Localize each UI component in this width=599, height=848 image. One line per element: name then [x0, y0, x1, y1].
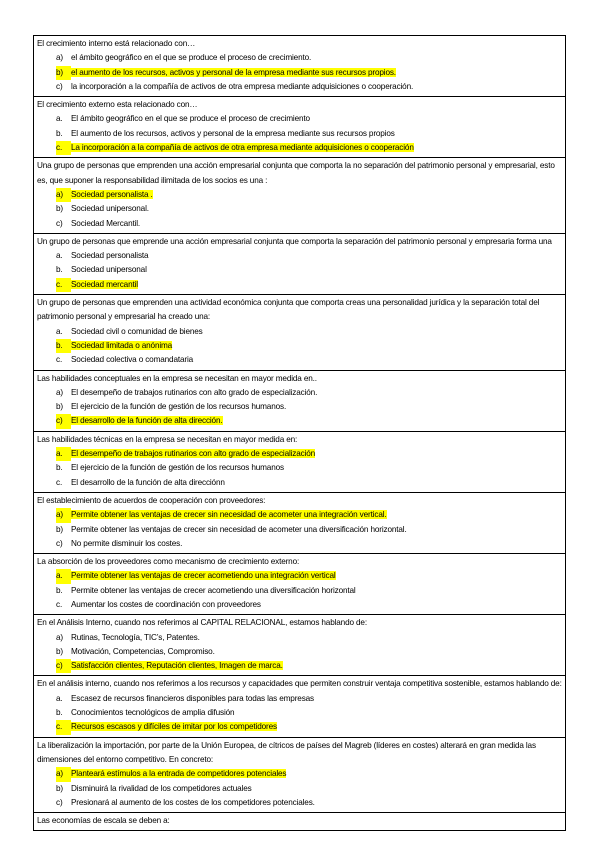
answer-option — [37, 339, 562, 353]
question-block — [33, 493, 566, 554]
question-stem: Una grupo de personas que emprenden una acción empresarial conjunta que comporta la no separación del patrimonio personal y empresarial, esto es, que suponer la responsabilidad ilimitada de los socios es una : — [37, 161, 555, 185]
answer-option — [37, 584, 562, 598]
answer-option — [37, 202, 562, 216]
option-marker: c) — [56, 218, 63, 228]
highlighted-answer-text: Permite obtener las ventajas de crecer acometiendo una integración vertical — [71, 571, 336, 581]
answer-option — [37, 569, 562, 583]
option-marker: a) — [56, 508, 71, 522]
question-stem: La liberalización la importación, por parte de la Unión Europea, de cítricos de países del Magreb (líderes en costes) alterará en gran medida las dimensiones del entorno competitivo. En concreto: — [37, 740, 536, 764]
option-marker: a) — [56, 387, 63, 397]
answer-option — [37, 796, 562, 810]
highlighted-answer-text: La incorporación a la compañía de activos de otra empresa mediante adquisiciones o cooperación — [71, 143, 414, 153]
question-stem: En el análisis interno, cuando nos referimos a los recursos y capacidades que permiten construir ventaja competitiva sostenible, estamos hablando de: — [37, 679, 562, 689]
answer-option — [37, 537, 562, 551]
question-block — [33, 554, 566, 615]
answer-option — [37, 631, 562, 645]
highlighted-answer-text: El desempeño de trabajos rutinarios con alto grado de especialización — [71, 449, 316, 459]
option-marker: c. — [56, 355, 63, 365]
option-text: Sociedad colectiva o comandataria — [71, 355, 194, 365]
highlighted-answer-text: Sociedad mercantil — [71, 279, 138, 289]
answer-option — [37, 66, 562, 80]
option-text: El desempeño de trabajos rutinarios con alto grado de especialización. — [71, 387, 318, 397]
answer-option — [37, 720, 562, 734]
answer-option — [37, 414, 562, 428]
option-marker: b) — [56, 402, 63, 412]
question-block — [33, 97, 566, 158]
answer-option — [37, 447, 562, 461]
question-stem: Un grupo de personas que emprende una acción empresarial conjunta que comporta la separación del patrimonio personal y empresaria forma una — [37, 236, 552, 246]
option-marker: b. — [56, 585, 63, 595]
answer-option — [37, 523, 562, 537]
answer-option — [37, 80, 562, 94]
option-text: Aumentar los costes de coordinación con proveedores — [71, 599, 261, 609]
option-marker: c) — [56, 81, 63, 91]
option-marker: c. — [56, 141, 71, 155]
option-text: Escasez de recursos financieros disponibles para todas las empresas — [71, 693, 314, 703]
option-text: El ejercicio de la función de gestión de los recursos humanos — [71, 463, 284, 473]
question-block — [33, 234, 566, 295]
highlighted-answer-text: Recursos escasos y difíciles de imitar por los competidores — [71, 722, 277, 732]
answer-option — [37, 188, 562, 202]
question-block — [33, 371, 566, 432]
option-text: el ámbito geográfico en el que se produce el proceso de crecimiento. — [71, 53, 312, 63]
option-text: El aumento de los recursos, activos y personal de la empresa mediante sus recursos propios — [71, 128, 395, 138]
answer-option — [37, 598, 562, 612]
highlighted-answer-text: Sociedad personalista . — [71, 189, 153, 199]
question-block — [33, 35, 566, 97]
highlighted-answer-text: Planteará estímulos a la entrada de competidores potenciales — [71, 769, 287, 779]
option-marker: a. — [56, 114, 63, 124]
option-marker: c) — [56, 797, 63, 807]
highlighted-answer-text: Satisfacción clientes, Reputación clientes, Imagen de marca. — [71, 661, 283, 671]
answer-option — [37, 112, 562, 126]
question-stem: En el Análisis Interno, cuando nos referimos al CAPITAL RELACIONAL, estamos hablando de: — [37, 618, 367, 628]
highlighted-answer-text: Permite obtener las ventajas de crecer sin necesidad de acometer una integración vertical. — [71, 510, 387, 520]
question-list — [33, 35, 566, 831]
answer-option — [37, 706, 562, 720]
answer-option — [37, 659, 562, 673]
option-text: Permite obtener las ventajas de crecer acometiendo una diversificación horizontal — [71, 585, 356, 595]
question-stem: El crecimiento externo esta relacionado con… — [37, 100, 198, 110]
option-marker: b. — [56, 128, 63, 138]
option-marker: c) — [56, 538, 63, 548]
option-marker: b. — [56, 265, 63, 275]
option-marker: b. — [56, 463, 63, 473]
option-text: Conocimientos tecnológicos de amplia difusión — [71, 708, 235, 718]
question-stem: Las habilidades conceptuales en la empresa se necesitan en mayor medida en.. — [37, 373, 317, 383]
question-block — [33, 432, 566, 493]
option-text: Disminuirá la rivalidad de los competidores actuales — [71, 783, 252, 793]
option-text: Sociedad unipersonal. — [71, 204, 149, 214]
option-marker: b. — [56, 708, 63, 718]
option-marker: b) — [56, 524, 63, 534]
question-stem: Las economías de escala se deben a: — [37, 816, 170, 826]
option-text: Motivación, Competencias, Compromiso. — [71, 646, 215, 656]
option-marker: a. — [56, 251, 63, 261]
option-marker: b) — [56, 66, 71, 80]
option-text: El desarrollo de la función de alta direcciónn — [71, 477, 225, 487]
question-block — [33, 158, 566, 233]
answer-option — [37, 141, 562, 155]
answer-option — [37, 249, 562, 263]
question-stem: Las habilidades técnicas en la empresa se necesitan en mayor medida en: — [37, 434, 298, 444]
option-text: No permite disminuir los costes. — [71, 538, 183, 548]
option-marker: a. — [56, 447, 71, 461]
answer-option — [37, 51, 562, 65]
answer-option — [37, 217, 562, 231]
question-block — [33, 676, 566, 737]
answer-option — [37, 386, 562, 400]
option-marker: b. — [56, 339, 71, 353]
option-marker: c) — [56, 414, 71, 428]
option-marker: a. — [56, 326, 63, 336]
highlighted-answer-text: Sociedad limitada o anónima — [71, 340, 173, 350]
option-marker: b) — [56, 783, 63, 793]
option-marker: a) — [56, 53, 63, 63]
option-text: Sociedad civil o comunidad de bienes — [71, 326, 203, 336]
answer-option — [37, 645, 562, 659]
option-marker: a) — [56, 632, 63, 642]
answer-option — [37, 263, 562, 277]
question-block — [33, 738, 566, 813]
answer-option — [37, 692, 562, 706]
answer-option — [37, 461, 562, 475]
option-text: Rutinas, Tecnología, TIC’s, Patentes. — [71, 632, 200, 642]
option-text: El ejercicio de la función de gestión de los recursos humanos. — [71, 402, 287, 412]
answer-option — [37, 767, 562, 781]
question-stem: El establecimiento de acuerdos de cooperación con proveedores: — [37, 495, 266, 505]
option-text: Sociedad unipersonal — [71, 265, 147, 275]
option-text: Presionará al aumento de los costes de los competidores potenciales. — [71, 797, 315, 807]
question-block — [33, 615, 566, 676]
option-marker: b) — [56, 204, 63, 214]
answer-option — [37, 325, 562, 339]
option-marker: c. — [56, 599, 63, 609]
option-marker: a. — [56, 693, 63, 703]
option-marker: c. — [56, 477, 63, 487]
option-text: Permite obtener las ventajas de crecer sin necesidad de acometer una diversificación horizontal. — [71, 524, 407, 534]
answer-option — [37, 127, 562, 141]
option-text: Sociedad Mercantil. — [71, 218, 141, 228]
answer-option — [37, 353, 562, 367]
question-block — [33, 295, 566, 370]
option-marker: c. — [56, 720, 71, 734]
question-stem: Un grupo de personas que emprenden una actividad económica conjunta que comporta creas una personalidad jurídica y la separación total del patrimonio personal y empresarial ha creado una: — [37, 298, 540, 322]
option-marker: a. — [56, 569, 71, 583]
answer-option — [37, 508, 562, 522]
option-marker: a) — [56, 767, 71, 781]
answer-option — [37, 476, 562, 490]
option-marker: b) — [56, 646, 63, 656]
answer-option — [37, 782, 562, 796]
highlighted-answer-text: El desarrollo de la función de alta dirección. — [71, 416, 223, 426]
question-block — [33, 813, 566, 831]
answer-option — [37, 278, 562, 292]
option-text: El ámbito geográfico en el que se produce el proceso de crecimiento — [71, 114, 310, 124]
question-stem: El crecimiento interno está relacionado con… — [37, 39, 196, 48]
option-marker: a) — [56, 188, 71, 202]
option-marker: c. — [56, 278, 71, 292]
option-text: la incorporación a la compañía de activos de otra empresa mediante adquisiciones o cooperación. — [71, 81, 414, 91]
question-stem: La absorción de los proveedores como mecanismo de crecimiento externo: — [37, 557, 300, 567]
option-text: Sociedad personalista — [71, 251, 149, 261]
answer-option — [37, 400, 562, 414]
highlighted-answer-text: el aumento de los recursos, activos y personal de la empresa mediante sus recursos propios. — [71, 67, 396, 77]
option-marker: c) — [56, 659, 71, 673]
